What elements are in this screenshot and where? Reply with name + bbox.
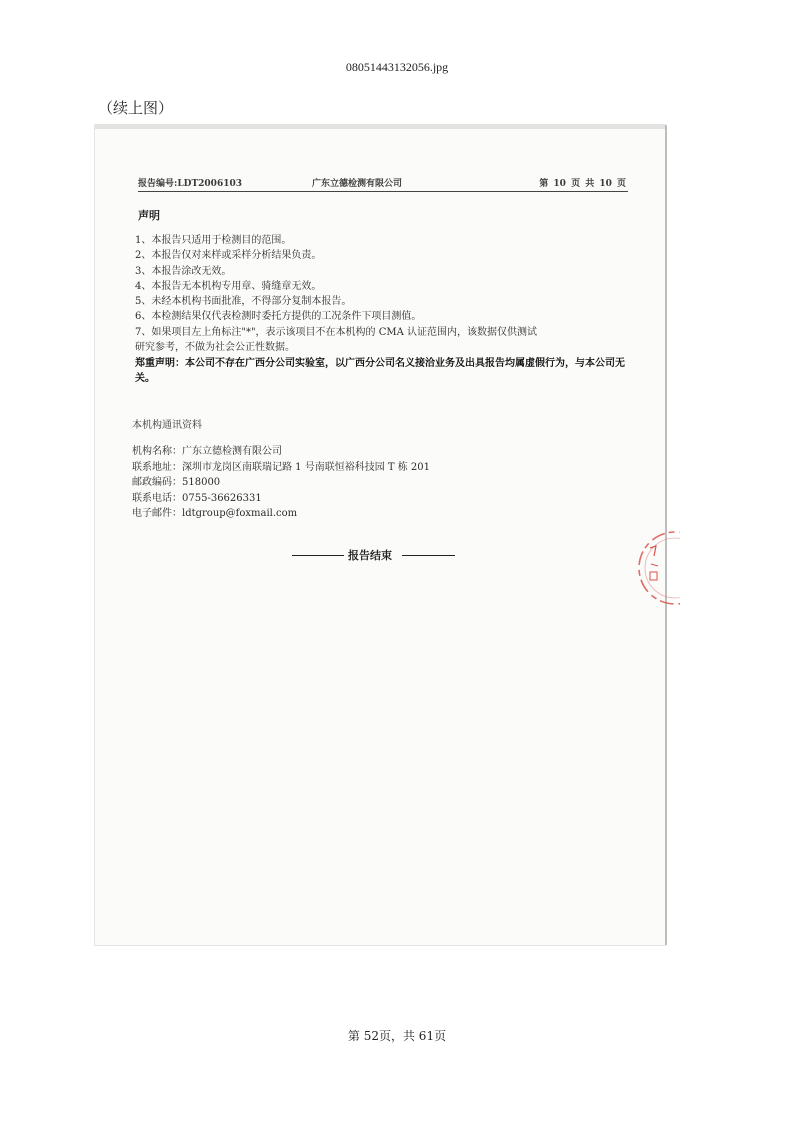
statement-item: 2、本报告仅对来样或采样分析结果负责。 xyxy=(135,250,322,262)
statement-item-continuation: 研究参考，不做为社会公正性数据。 xyxy=(135,342,295,354)
statement-list xyxy=(135,233,635,355)
red-seal-stamp xyxy=(620,528,680,608)
end-line-left xyxy=(292,555,344,556)
filename-caption: 08051443132056.jpg xyxy=(345,60,449,74)
contact-list xyxy=(132,444,430,522)
solemn-declaration: 郑重声明：本公司不存在广西分公司实验室，以广西分公司名义接洽业务及出具报告均属虚假行为，与本公司无关。 xyxy=(135,358,625,384)
contact-address: 联系地址：深圳市龙岗区南联瑞记路 1 号南联恒裕科技园 T 栋 201 xyxy=(132,461,431,473)
statement-item: 1、本报告只适用于检测目的范围。 xyxy=(135,235,292,246)
statement-item: 7、如果项目左上角标注"*"，表示该项目不在本机构的 CMA 认证范围内，该数据仅供测试 xyxy=(135,326,538,338)
contact-section-title: 本机构通讯资料 xyxy=(132,420,202,431)
contact-phone: 联系电话：0755-36626331 xyxy=(132,492,262,504)
report-end-mark xyxy=(292,547,455,563)
continued-label: （续上图） xyxy=(98,99,174,117)
statement-item: 5、未经本机构书面批准，不得部分复制本报告。 xyxy=(135,296,352,308)
statement-title: 声明 xyxy=(138,209,160,222)
contact-email: 电子邮件：ldtgroup@foxmail.com xyxy=(132,508,298,519)
contact-postcode: 邮政编码：518000 xyxy=(132,477,221,488)
end-line-right xyxy=(402,555,455,556)
report-end-text: 报告结束 xyxy=(348,549,392,562)
header-company: 广东立德检测有限公司 xyxy=(312,179,403,189)
statement-item: 6、本检测结果仅代表检测时委托方提供的工况条件下项目测值。 xyxy=(135,311,422,323)
statement-item: 3、本报告涂改无效。 xyxy=(135,265,232,277)
statement-item: 4、本报告无本机构专用章、骑缝章无效。 xyxy=(135,280,322,292)
header-page-count: 第 10 页 共 10 页 xyxy=(539,179,626,189)
scanned-report-page xyxy=(95,125,665,945)
report-number: 报告编号:LDT2006103 xyxy=(138,179,242,189)
page-footer: 第 52页，共 61页 xyxy=(347,1029,447,1043)
header-divider xyxy=(138,191,628,192)
report-header xyxy=(138,176,626,190)
scan-top-shade xyxy=(95,125,665,129)
contact-org-name: 机构名称：广东立德检测有限公司 xyxy=(132,446,282,457)
